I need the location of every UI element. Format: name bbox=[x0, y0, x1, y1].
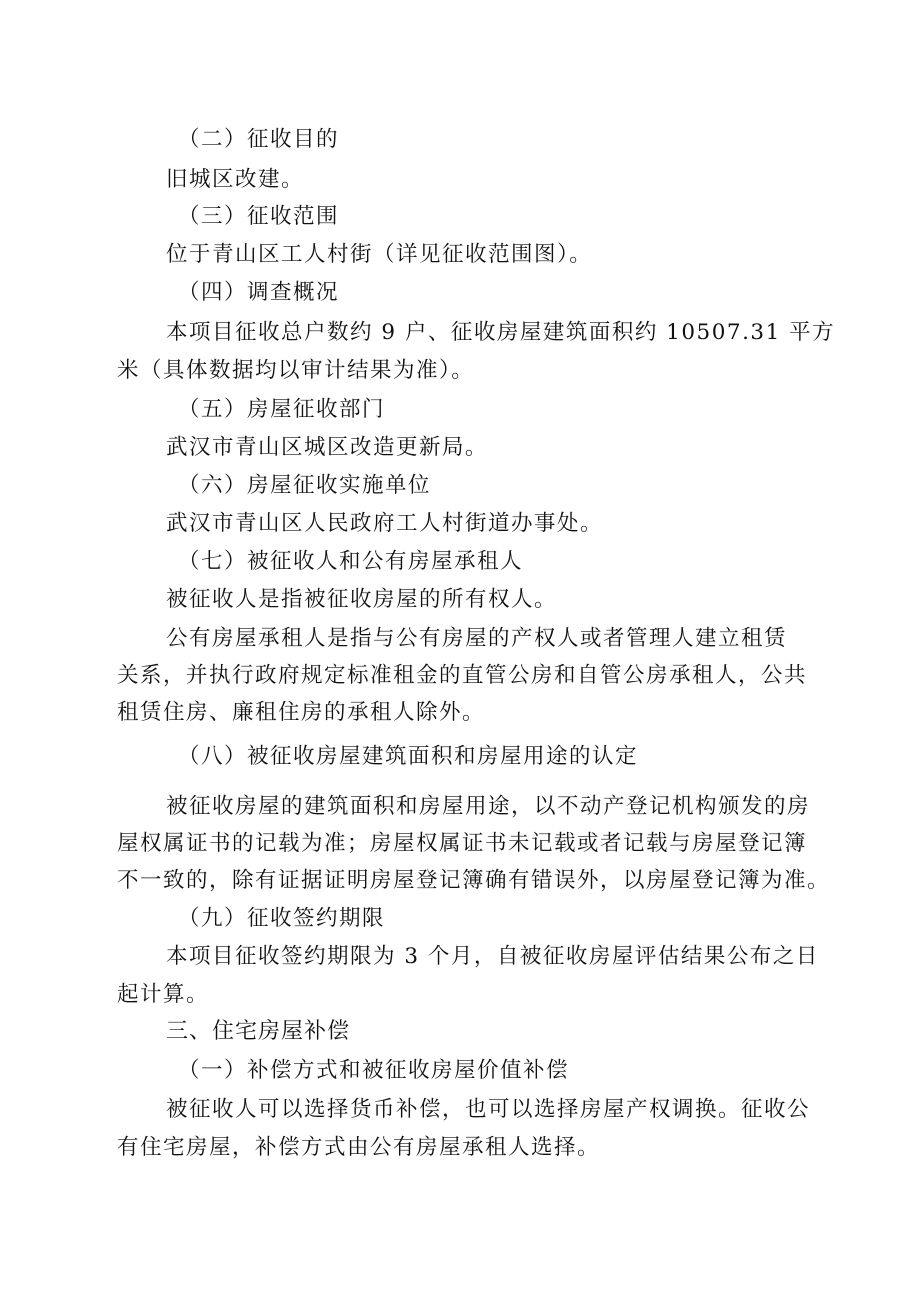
paragraph-area-line-2: 屋权属证书的记载为准；房屋权属证书未记载或者记载与房屋登记簿 bbox=[117, 831, 808, 856]
subheading-signing-period: （九）征收签约期限 bbox=[178, 906, 386, 931]
paragraph-tenant-line-2: 关系，并执行政府规定标准租金的直管公房和自管公房承租人，公共 bbox=[117, 663, 808, 688]
subheading-compensation-method: （一）补偿方式和被征收房屋价值补偿 bbox=[178, 1058, 570, 1083]
paragraph-scope: 位于青山区工人村街（详见征收范围图）。 bbox=[166, 242, 593, 267]
subheading-scope: （三）征收范围 bbox=[178, 204, 340, 229]
subheading-area-recognition: （八）被征收房屋建筑面积和房屋用途的认定 bbox=[178, 744, 639, 769]
paragraph-area-line-3: 不一致的，除有证据证明房屋登记簿确有错误外，以房屋登记簿为准。 bbox=[117, 868, 831, 893]
paragraph-expropriated-party: 被征收人是指被征收房屋的所有权人。 bbox=[166, 587, 558, 612]
subheading-purpose: （二）征收目的 bbox=[178, 127, 340, 152]
paragraph-implementing-unit: 武汉市青山区人民政府工人村街道办事处。 bbox=[166, 511, 604, 536]
paragraph-signing-line-1: 本项目征收签约期限为 3 个月，自被征收房屋评估结果公布之日 bbox=[166, 944, 819, 969]
paragraph-signing-line-2: 起计算。 bbox=[117, 982, 210, 1007]
subheading-implementing-unit: （六）房屋征收实施单位 bbox=[178, 473, 432, 498]
paragraph-purpose: 旧城区改建。 bbox=[166, 167, 305, 192]
subheading-parties: （七）被征收人和公有房屋承租人 bbox=[178, 549, 524, 574]
paragraph-survey-line-1: 本项目征收总户数约 9 户、征收房屋建筑面积约 10507.31 平方 bbox=[166, 320, 836, 345]
subheading-department: （五）房屋征收部门 bbox=[178, 397, 386, 422]
paragraph-compensation-line-1: 被征收人可以选择货币补偿，也可以选择房屋产权调换。征收公 bbox=[166, 1097, 811, 1122]
paragraph-tenant-line-1: 公有房屋承租人是指与公有房屋的产权人或者管理人建立租赁 bbox=[166, 626, 788, 651]
paragraph-survey-line-2: 米（具体数据均以审计结果为准）。 bbox=[117, 358, 475, 383]
paragraph-department: 武汉市青山区城区改造更新局。 bbox=[166, 435, 489, 460]
paragraph-compensation-line-2: 有住宅房屋，补偿方式由公有房屋承租人选择。 bbox=[117, 1135, 601, 1160]
section-heading-residential-compensation: 三、住宅房屋补偿 bbox=[166, 1019, 351, 1044]
paragraph-area-line-1: 被征收房屋的建筑面积和房屋用途，以不动产登记机构颁发的房 bbox=[166, 794, 811, 819]
paragraph-tenant-line-3: 租赁住房、廉租住房的承租人除外。 bbox=[117, 700, 486, 725]
subheading-survey: （四）调查概况 bbox=[178, 280, 340, 305]
